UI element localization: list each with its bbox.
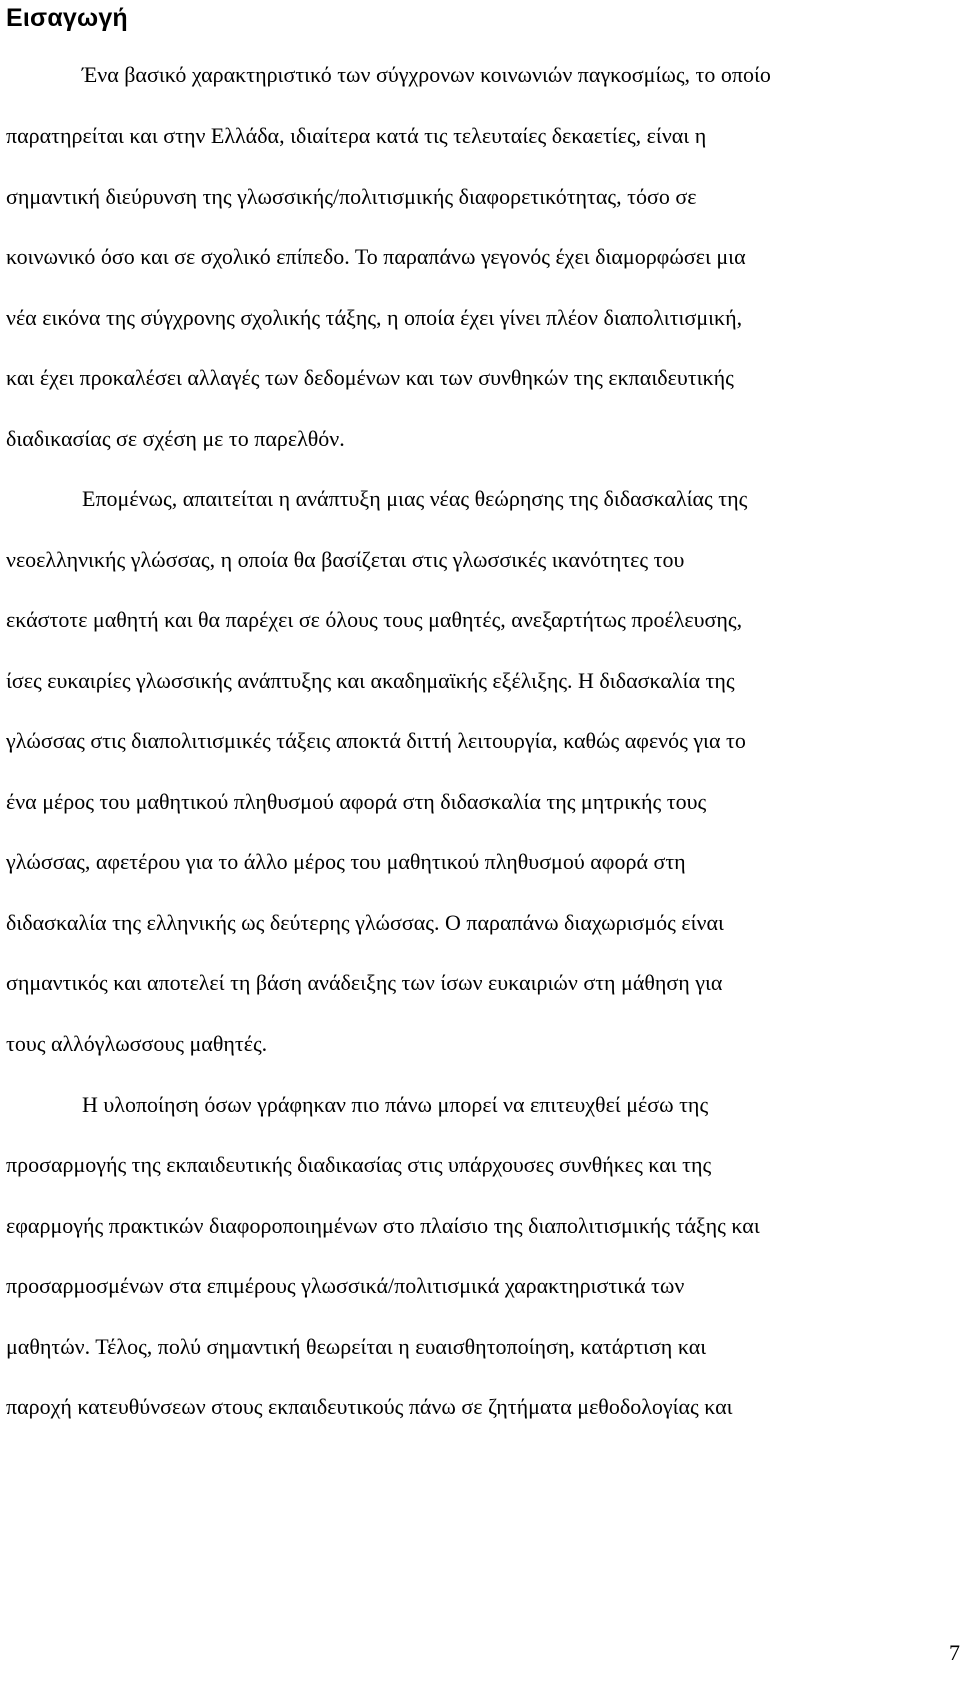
- paragraph-line: Ένα βασικό χαρακτηριστικό των σύγχρονων κοινωνιών παγκοσμίως, το οποίο: [82, 62, 771, 87]
- paragraph-line: νέα εικόνα της σύγχρονης σχολικής τάξης, η οποία έχει γίνει πλέον διαπολιτισμική,: [6, 305, 743, 330]
- paragraph-line: Η υλοποίηση όσων γράφηκαν πιο πάνω μπορεί να επιτευχθεί μέσω της: [82, 1092, 709, 1117]
- paragraph-line: εφαρμογής πρακτικών διαφοροποιημένων στο πλαίσιο της διαπολιτισμικής τάξης και: [6, 1213, 760, 1238]
- paragraph-line: παρατηρείται και στην Ελλάδα, ιδιαίτερα κατά τις τελευταίες δεκαετίες, είναι η: [6, 123, 707, 148]
- section-heading: Εισαγωγή: [6, 4, 128, 32]
- paragraph-line: ίσες ευκαιρίες γλωσσικής ανάπτυξης και ακαδημαϊκής εξέλιξης. Η διδασκαλία της: [6, 668, 735, 693]
- paragraph-line: ένα μέρος του μαθητικού πληθυσμού αφορά στη διδασκαλία της μητρικής τους: [6, 789, 707, 814]
- paragraph-line: σημαντική διεύρυνση της γλωσσικής/πολιτισμικής διαφορετικότητας, τόσο σε: [6, 184, 697, 209]
- paragraph-line: νεοελληνικής γλώσσας, η οποία θα βασίζεται στις γλωσσικές ικανότητες του: [6, 547, 685, 572]
- page-number: 7: [949, 1640, 960, 1665]
- paragraph-line: τους αλλόγλωσσους μαθητές.: [6, 1031, 268, 1056]
- paragraph-line: γλώσσας, αφετέρου για το άλλο μέρος του μαθητικού πληθυσμού αφορά στη: [6, 849, 686, 874]
- paragraph-line: γλώσσας στις διαπολιτισμικές τάξεις αποκτά διττή λειτουργία, καθώς αφενός για το: [6, 728, 746, 753]
- paragraph-line: κοινωνικό όσο και σε σχολικό επίπεδο. Το παραπάνω γεγονός έχει διαμορφώσει μια: [6, 244, 746, 269]
- paragraph-line: Επομένως, απαιτείται η ανάπτυξη μιας νέας θεώρησης της διδασκαλίας της: [82, 486, 748, 511]
- paragraph-line: διδασκαλία της ελληνικής ως δεύτερης γλώσσας. Ο παραπάνω διαχωρισμός είναι: [6, 910, 724, 935]
- paragraph-line: και έχει προκαλέσει αλλαγές των δεδομένων και των συνθηκών της εκπαιδευτικής: [6, 365, 734, 390]
- paragraph-line: σημαντικός και αποτελεί τη βάση ανάδειξης των ίσων ευκαιριών στη μάθηση για: [6, 970, 723, 995]
- paragraph-line: εκάστοτε μαθητή και θα παρέχει σε όλους τους μαθητές, ανεξαρτήτως προέλευσης,: [6, 607, 743, 632]
- paragraph-line: διαδικασίας σε σχέση με το παρελθόν.: [6, 426, 345, 451]
- paragraph-line: μαθητών. Τέλος, πολύ σημαντική θεωρείται η ευαισθητοποίηση, κατάρτιση και: [6, 1334, 707, 1359]
- paragraph-line: προσαρμοσμένων στα επιμέρους γλωσσικά/πολιτισμικά χαρακτηριστικά των: [6, 1273, 685, 1298]
- paragraph-line: παροχή κατευθύνσεων στους εκπαιδευτικούς πάνω σε ζητήματα μεθοδολογίας και: [6, 1394, 733, 1419]
- paragraph-line: προσαρμογής της εκπαιδευτικής διαδικασίας στις υπάρχουσες συνθήκες και της: [6, 1152, 712, 1177]
